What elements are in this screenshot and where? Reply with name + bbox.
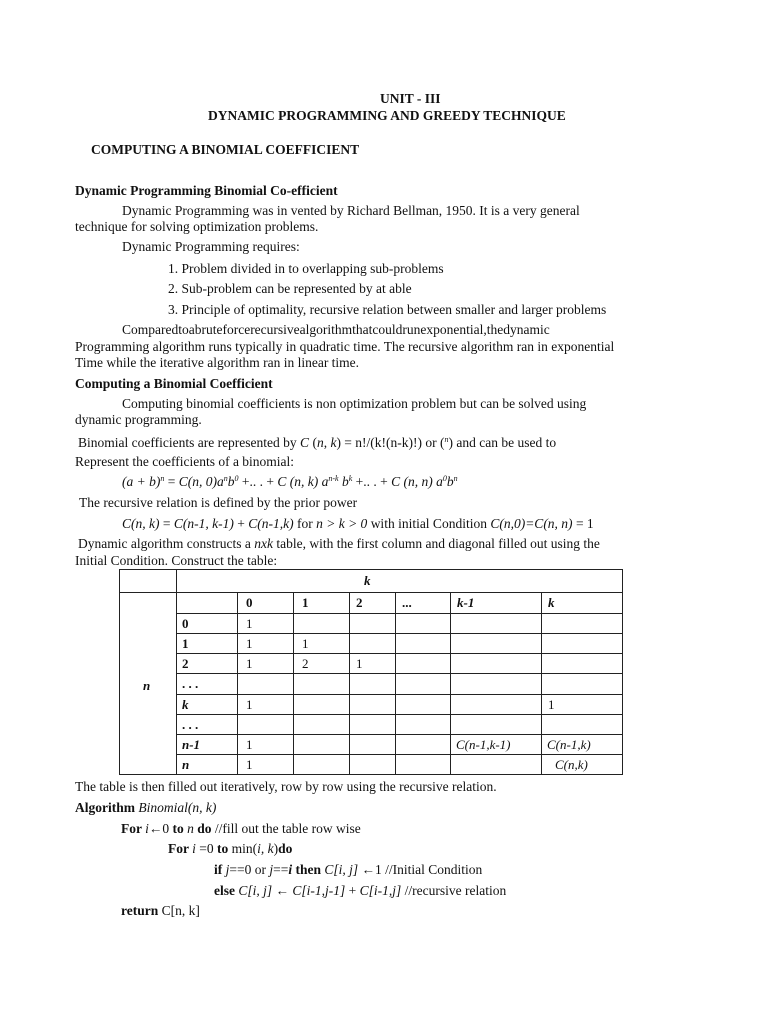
rec-r2: C(n-1,k)	[248, 516, 294, 531]
plus: +	[345, 883, 360, 898]
formula-pow: n	[160, 474, 165, 483]
cond-j2: j	[269, 862, 274, 877]
assign: C[i, j]	[321, 862, 359, 877]
kw-for: For	[168, 841, 193, 856]
formula-t3: C (n, n) a	[391, 474, 443, 489]
dp-compare-line2: Programming algorithm runs typically in quadratic time. The recursive algorithm ran in exponential	[75, 339, 615, 354]
dp-item-3: 3. Principle of optimality, recursive relation between smaller and larger problems	[168, 302, 607, 317]
formula-t1-sup1: n	[223, 474, 228, 483]
kw-then: then	[292, 862, 322, 877]
cond-b: ==0 or	[229, 862, 270, 877]
section-title: COMPUTING A BINOMIAL COEFFICIENT	[91, 142, 360, 157]
unit-label: UNIT - III	[380, 91, 441, 106]
representation-line2: Represent the coefficients of a binomial:	[75, 454, 295, 469]
close-paren: )	[273, 841, 279, 856]
recursive-intro: The recursive relation is defined by the prior power	[79, 495, 358, 510]
rep-text-b: (	[309, 435, 317, 450]
recursive-relation	[122, 516, 594, 532]
table-intro-a: Dynamic algorithm constructs a	[78, 536, 255, 551]
rec-eq: =	[159, 516, 174, 531]
var-n: n	[183, 821, 198, 836]
dp-heading: Dynamic Programming Binomial Co-efficient	[75, 183, 338, 198]
binomial-table	[119, 569, 623, 775]
arrow: ←	[148, 821, 163, 836]
row-label-2: 2	[182, 656, 189, 671]
r1: C[i-1,j-1]	[292, 883, 346, 898]
col-header-k-1: k-1	[457, 595, 475, 610]
formula-t1-sup2: 0	[234, 474, 239, 483]
table-cell: 1	[246, 616, 253, 631]
cbc-heading: Computing a Binomial Coefficient	[75, 376, 273, 391]
table-cell: 1	[356, 656, 363, 671]
formula-t1-b: b	[227, 474, 235, 489]
formula-plus2: +.. . +	[352, 474, 392, 489]
kw-return: return	[121, 903, 159, 918]
col-header-1: 1	[302, 595, 309, 610]
eq: =0	[195, 841, 218, 856]
row-label-dots-1: . . .	[182, 676, 199, 691]
row-label-0: 0	[182, 616, 189, 631]
formula-t2-sup1: n-k	[328, 474, 339, 483]
rest: 1 //Initial Condition	[375, 862, 483, 877]
rep-sup: n	[444, 435, 449, 444]
row-label-dots-2: . . .	[182, 717, 199, 732]
row-label-n: n	[182, 757, 190, 772]
formula-t2-b: b	[338, 474, 349, 489]
rep-text-a: Binomial coefficients are represented by	[78, 435, 301, 450]
document-title: DYNAMIC PROGRAMMING AND GREEDY TECHNIQUE	[208, 108, 566, 123]
table-cell: 1	[246, 636, 253, 651]
rec-r1: C(n-1, k-1)	[173, 516, 234, 531]
args: i, k	[257, 841, 274, 856]
cond-eq: ==	[273, 862, 289, 877]
formula-t3-sup2: n	[453, 474, 458, 483]
rep-C: C	[300, 435, 310, 450]
rec-cond: n > k > 0	[316, 516, 368, 531]
var-i: i	[145, 821, 149, 836]
cond-i: i	[288, 862, 293, 877]
algorithm-keyword: Algorithm	[75, 800, 135, 815]
dp-intro-line1: Dynamic Programming was in vented by Richard Bellman, 1950. It is a very general	[122, 203, 580, 218]
formula-t3-sup1: 0	[442, 474, 447, 483]
dp-requires: Dynamic Programming requires:	[122, 239, 300, 254]
kw-to: to	[172, 821, 184, 836]
algo-line-4	[214, 883, 506, 899]
dp-intro-line2: technique for solving optimization problems.	[75, 219, 319, 234]
lhs: C[i, j]	[235, 883, 273, 898]
n-label: n	[143, 678, 151, 693]
arrow: ←	[358, 862, 376, 877]
var-i: i	[192, 841, 196, 856]
binomial-formula	[122, 474, 458, 490]
k-header: k	[364, 573, 371, 588]
rep-k: k	[330, 435, 337, 450]
table-intro-nxk: nxk	[254, 536, 273, 551]
table-cell: 1	[246, 757, 253, 772]
table-cell: 1	[246, 737, 253, 752]
algo-return	[121, 903, 200, 919]
table-cell: 1	[246, 697, 253, 712]
algo-line-2	[168, 841, 292, 857]
cond-j: j	[222, 862, 230, 877]
rec-lhs: C(n, k)	[122, 516, 160, 531]
kw-if: if	[214, 862, 223, 877]
col-header-0: 0	[246, 595, 253, 610]
rec-one: = 1	[572, 516, 594, 531]
rec-plus: +	[233, 516, 249, 531]
algo-line-1	[121, 821, 361, 837]
formula-t1: C(n, 0)a	[178, 474, 224, 489]
algo-line-3	[214, 862, 482, 878]
dp-compare-line3: Time while the iterative algorithm ran in linear time.	[75, 355, 360, 370]
rep-text-c: ) = n!/(k!(n-k)!) or (	[336, 435, 445, 450]
algorithm-name: Binomial(n, k)	[135, 800, 217, 815]
table-intro	[78, 536, 600, 552]
table-cell: 1	[246, 656, 253, 671]
cbc-para-line1: Computing binomial coefficients is non optimization problem but can be solved using	[122, 396, 587, 411]
table-intro-b: table, with the first column and diagonal filled out using the	[272, 536, 600, 551]
kw-to: to	[217, 841, 229, 856]
table-cell: 1	[548, 697, 555, 712]
dp-compare-line1: Comparedtoabruteforcerecursivealgorithmthatcouldrunexponential,thedynamic	[122, 322, 550, 337]
min: min(	[228, 841, 258, 856]
col-header-dots: ...	[402, 595, 412, 610]
rec-for: for	[293, 516, 317, 531]
table-intro-line2: Initial Condition. Construct the table:	[75, 553, 278, 568]
kw-do: do	[278, 841, 293, 856]
rep-n: n	[316, 435, 324, 450]
kw-for: For	[121, 821, 146, 836]
col-header-k: k	[548, 595, 555, 610]
return-value: C[n, k]	[158, 903, 200, 918]
comment: //fill out the table row wise	[211, 821, 361, 836]
col-header-2: 2	[356, 595, 363, 610]
dp-item-1: 1. Problem divided in to overlapping sub-problems	[168, 261, 444, 276]
rep-text-d: ) and can be used to	[448, 435, 557, 450]
table-cell: C(n-1,k)	[547, 737, 591, 752]
after-table-text: The table is then filled out iteratively, row by row using the recursive relation.	[75, 779, 497, 794]
comment: //recursive relation	[401, 883, 507, 898]
dp-item-2: 2. Sub-problem can be represented by at able	[168, 281, 412, 296]
formula-t3-b: b	[446, 474, 454, 489]
rec-with: with initial Condition	[367, 516, 491, 531]
rep-comma: ,	[323, 435, 331, 450]
r2: C[i-1,j]	[359, 883, 402, 898]
table-cell: 1	[302, 636, 309, 651]
row-label-k: k	[182, 697, 189, 712]
rec-init: C(n,0)=C(n, n)	[490, 516, 573, 531]
kw-else: else	[214, 883, 235, 898]
formula-plus1: +.. . +	[238, 474, 278, 489]
row-label-1: 1	[182, 636, 189, 651]
formula-t2-sup2: k	[348, 474, 353, 483]
formula-eq: =	[164, 474, 179, 489]
table-cell: C(n-1,k-1)	[456, 737, 511, 752]
arrow: ←	[272, 883, 293, 898]
representation-line	[78, 435, 556, 451]
formula-t2: C (n, k) a	[277, 474, 329, 489]
table-cell: C(n,k)	[555, 757, 588, 772]
formula-lhs: (a + b)	[122, 474, 161, 489]
row-label-n-1: n-1	[182, 737, 201, 752]
zero: 0	[162, 821, 173, 836]
table-cell: 2	[302, 656, 309, 671]
cbc-para-line2: dynamic programming.	[75, 412, 202, 427]
algorithm-title	[75, 800, 216, 816]
kw-do: do	[197, 821, 212, 836]
